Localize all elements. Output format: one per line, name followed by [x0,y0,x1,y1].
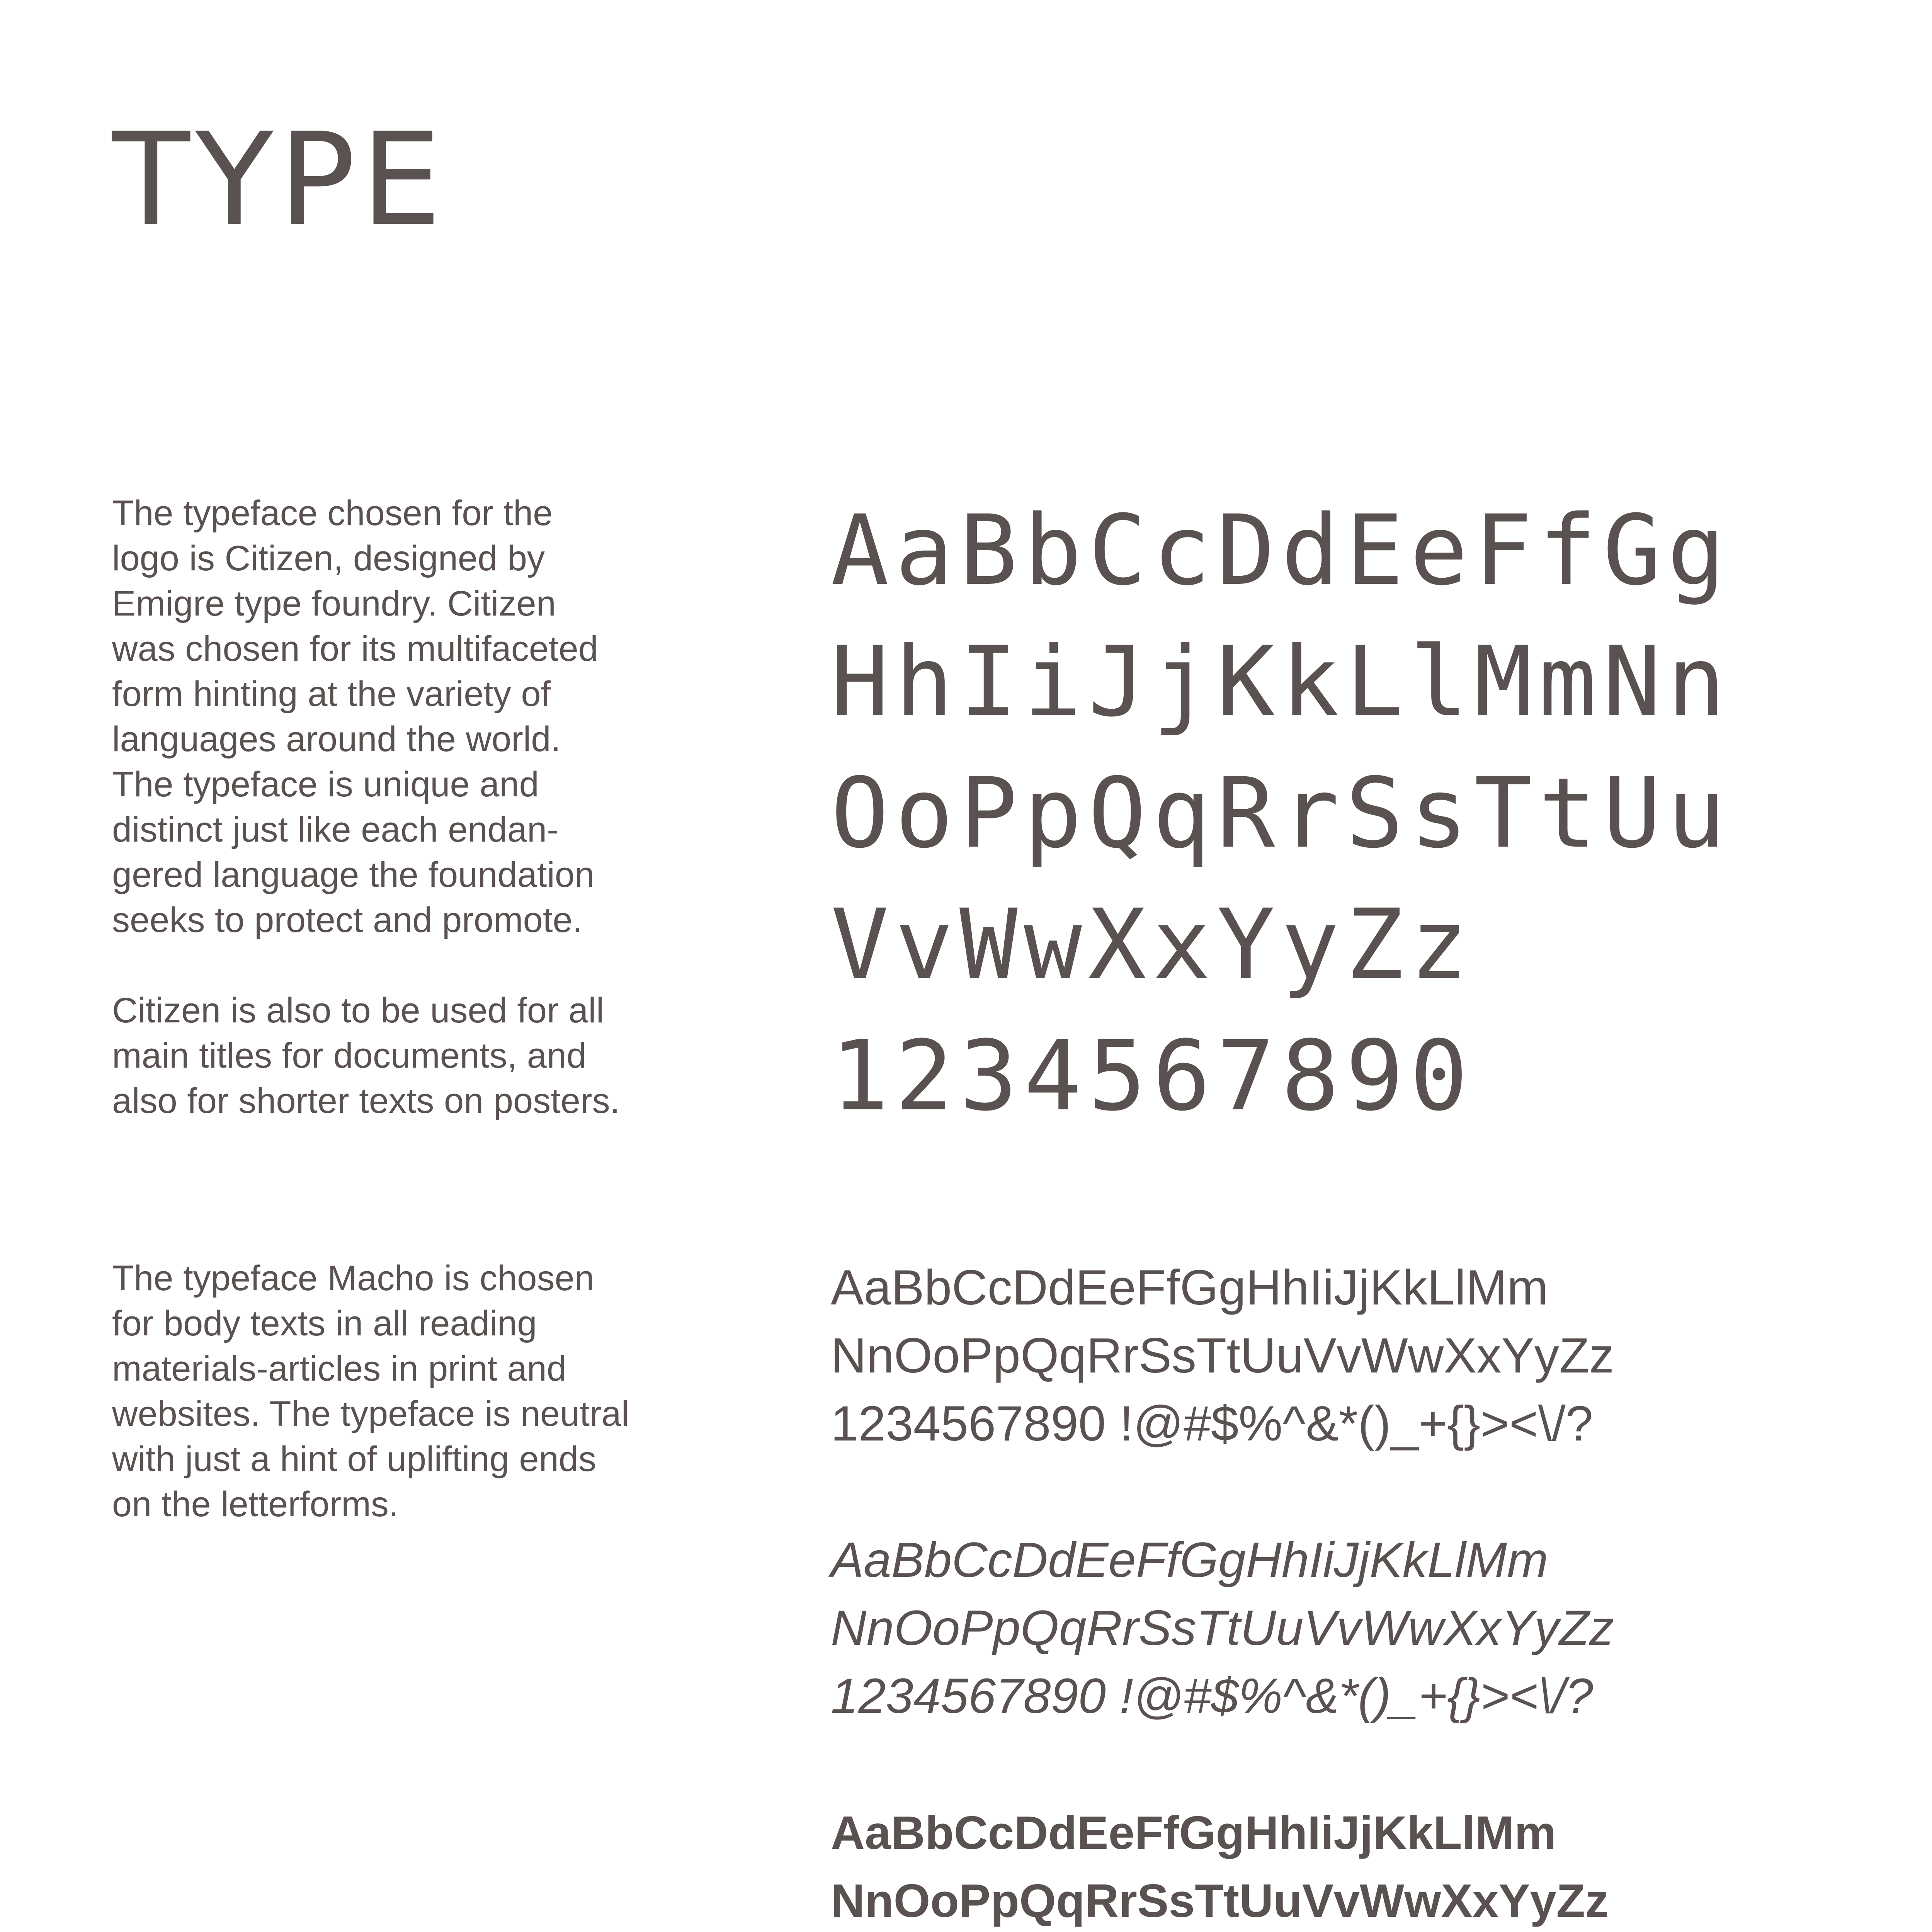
macho-bold-specimen [831,1799,1913,1932]
macho-description [112,1256,684,1527]
macho-bold-line: NnOoPpQqRrSsTtUuVvWwXxYyZz [831,1874,1609,1927]
citizen-specimen [831,485,1893,1142]
page-title: TYPE [112,105,447,254]
citizen-specimen-line: HhIiJjKkLlMmNn [831,626,1732,738]
macho-regular-specimen [831,1254,1913,1458]
citizen-usage-paragraph: Citizen is also to be used for all main titles for documents, and also for shorter texts on posters. [112,991,620,1121]
macho-regular-line: 1234567890 !@#$%^&*()_+{}><\/? [831,1396,1593,1451]
citizen-description [112,491,684,1124]
macho-italic-line: AaBbCcDdEeFfGgHhIiJjKkLlMm [831,1532,1548,1588]
macho-italic-line: NnOoPpQqRrSsTtUuVvWwXxYyZz [831,1600,1614,1656]
citizen-specimen-line: OoPpQqRrSsTtUu [831,757,1732,869]
macho-italic-specimen [831,1526,1913,1730]
citizen-specimen-line: AaBbCcDdEeFfGg [831,494,1732,607]
macho-regular-line: AaBbCcDdEeFfGgHhIiJjKkLlMm [831,1260,1548,1315]
citizen-specimen-line: VvWwXxYyZz [831,888,1475,1001]
citizen-specimen-line: 1234567890 [831,1020,1475,1132]
macho-regular-line: NnOoPpQqRrSsTtUuVvWwXxYyZz [831,1328,1614,1383]
macho-italic-line: 1234567890 !@#$%^&*()_+{}><\/? [831,1668,1593,1724]
macho-bold-line: AaBbCcDdEeFfGgHhIiJjKkLlMm [831,1806,1556,1859]
macho-description-paragraph: The typeface Macho is chosen for body texts in all reading materials-articles in print and websites. The typeface is neutral with just a hint of uplifting ends on the letterforms. [112,1259,629,1524]
citizen-description-paragraph: The typeface chosen for the logo is Citizen, designed by Emigre type foundry. Citizen was chosen for its multifaceted form hinting at the variety of languages around the world. The typeface is unique and distinct just like each endan- gered language the foundation seeks to protect and promote. [112,493,598,940]
